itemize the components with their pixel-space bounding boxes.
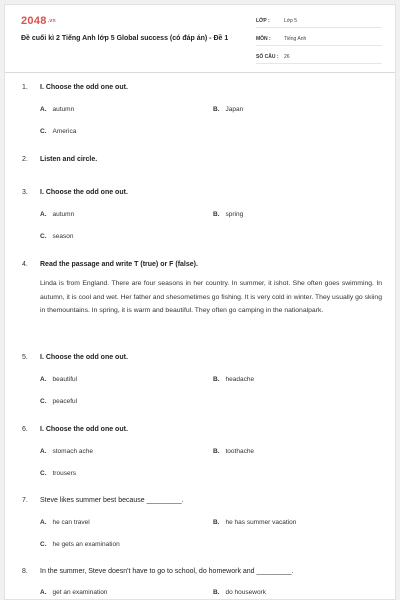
option-c[interactable]: C. he gets an examination — [40, 541, 120, 548]
document-title: Đề cuối kì 2 Tiếng Anh lớp 5 Global success (có đáp án) - Đề 1 — [21, 35, 229, 42]
question-text: I. Choose the odd one out. — [40, 354, 128, 361]
meta-row-class: LỚP : Lớp 5 — [256, 15, 382, 28]
question-number: 6. — [22, 426, 28, 433]
meta-info — [256, 15, 382, 69]
question-text: I. Choose the odd one out. — [40, 84, 128, 91]
question-text: In the summer, Steve doesn't have to go to school, do homework and _________. — [40, 568, 294, 575]
question-number: 1. — [22, 84, 28, 91]
document-page — [4, 4, 396, 600]
question-number: 2. — [22, 156, 28, 163]
option-c[interactable]: C. season — [40, 233, 74, 240]
option-a[interactable]: A. beautiful — [40, 376, 78, 383]
option-a[interactable]: A. autumn — [40, 211, 75, 218]
option-b[interactable]: B. toothache — [213, 448, 255, 455]
option-b[interactable]: B. headache — [213, 376, 255, 383]
option-b[interactable]: B. he has summer vacation — [213, 519, 297, 526]
option-b[interactable]: B. Japan — [213, 106, 244, 113]
question-number: 4. — [22, 261, 28, 268]
option-c[interactable]: C. trousers — [40, 470, 76, 477]
question-text: Steve likes summer best because _________. — [40, 497, 184, 504]
option-b[interactable]: B. do housework — [213, 589, 266, 596]
question-text: I. Choose the odd one out. — [40, 426, 128, 433]
option-a[interactable]: A. stomach ache — [40, 448, 93, 455]
reading-passage: Linda is from England. There are four seasons in her country. In summer, it ishot. She often goes swimming. In autumn, it is cool and wet. Her father and shesometimes go fishing. It is very cold in winter. They usually go skiing in themountains. In spring, it is warm and beautiful. They often go camping in the nationalpark. — [40, 280, 382, 315]
question-number: 3. — [22, 189, 28, 196]
question-text: Listen and circle. — [40, 156, 98, 163]
option-a[interactable]: A. get an examination — [40, 589, 108, 596]
meta-row-question-count: SỐ CÂU : 26 — [256, 51, 382, 64]
option-a[interactable]: A. he can travel — [40, 519, 90, 526]
page-header — [5, 5, 395, 73]
meta-row-subject: MÔN : Tiếng Anh — [256, 33, 382, 46]
question-text: I. Choose the odd one out. — [40, 189, 128, 196]
site-logo[interactable]: 2048.vn — [21, 15, 56, 27]
question-number: 8. — [22, 568, 28, 575]
question-text: Read the passage and write T (true) or F (false). — [40, 261, 198, 268]
option-a[interactable]: A. autumn — [40, 106, 75, 113]
option-c[interactable]: C. America — [40, 128, 77, 135]
question-number: 7. — [22, 497, 28, 504]
option-c[interactable]: C. peaceful — [40, 398, 78, 405]
option-b[interactable]: B. spring — [213, 211, 244, 218]
question-number: 5. — [22, 354, 28, 361]
